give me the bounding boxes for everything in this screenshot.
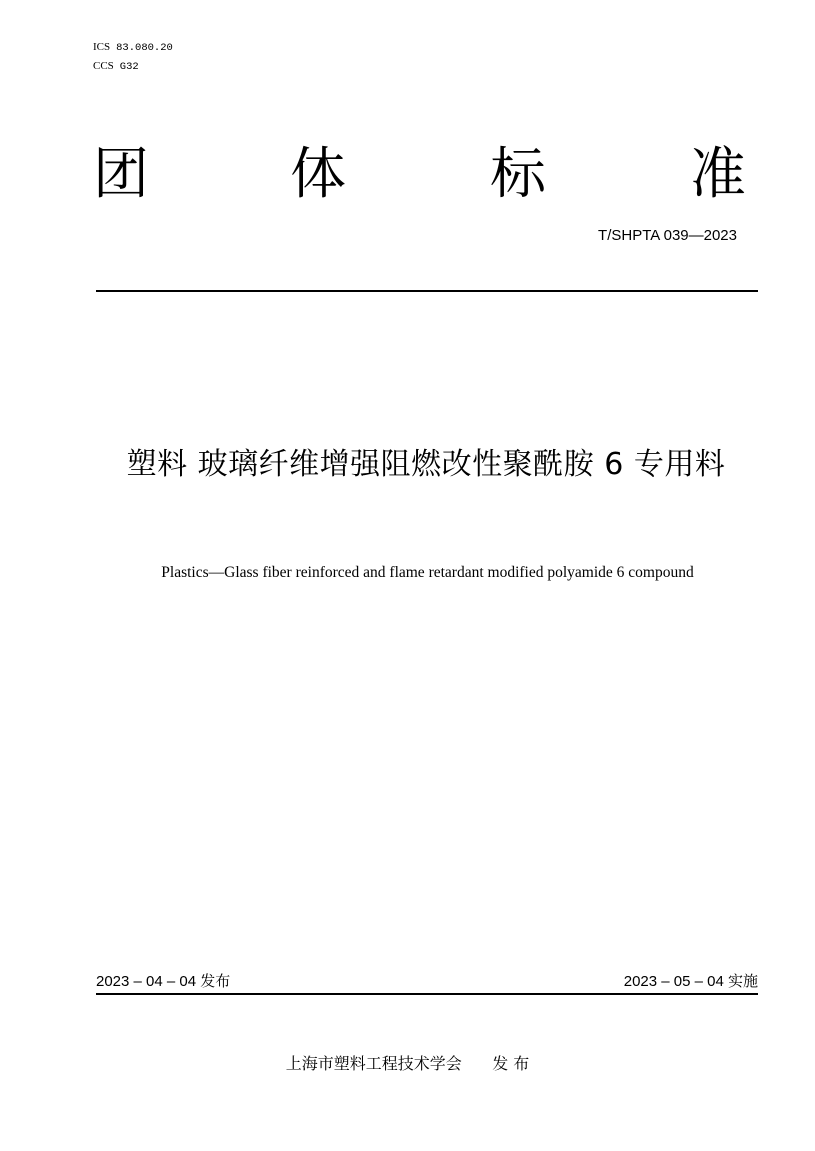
implementation-date: 2023 – 05 – 04 实施 [623,973,758,990]
standard-type-char: 体 [290,142,346,207]
ics-label: ICS [93,41,111,53]
ics-code [93,40,173,55]
chinese-title: 塑料 玻璃纤维增强阻燃改性聚酰胺 6 专用料 [126,447,726,482]
standard-type-char: 标 [490,142,546,207]
issue-date: 2023 – 04 – 04 发布 [96,973,231,990]
header-divider [96,290,758,292]
publisher-name: 上海市塑料工程技术学会 [285,1054,462,1073]
ccs-code [93,59,139,74]
standard-number: T/SHPTA 039—2023 [598,227,737,244]
ccs-value: G32 [119,61,139,73]
standard-type-heading [0,140,815,210]
english-title: Plastics—Glass fiber reinforced and flame retardant modified polyamide 6 compound [161,564,694,581]
footer-divider [96,993,758,995]
publisher-action: 发 布 [492,1054,530,1073]
ccs-label: CCS [93,60,114,72]
publisher-line [0,1053,815,1075]
ics-value: 83.080.20 [116,42,173,54]
standard-type-char: 准 [690,142,746,207]
standard-type-char: 团 [93,142,149,207]
